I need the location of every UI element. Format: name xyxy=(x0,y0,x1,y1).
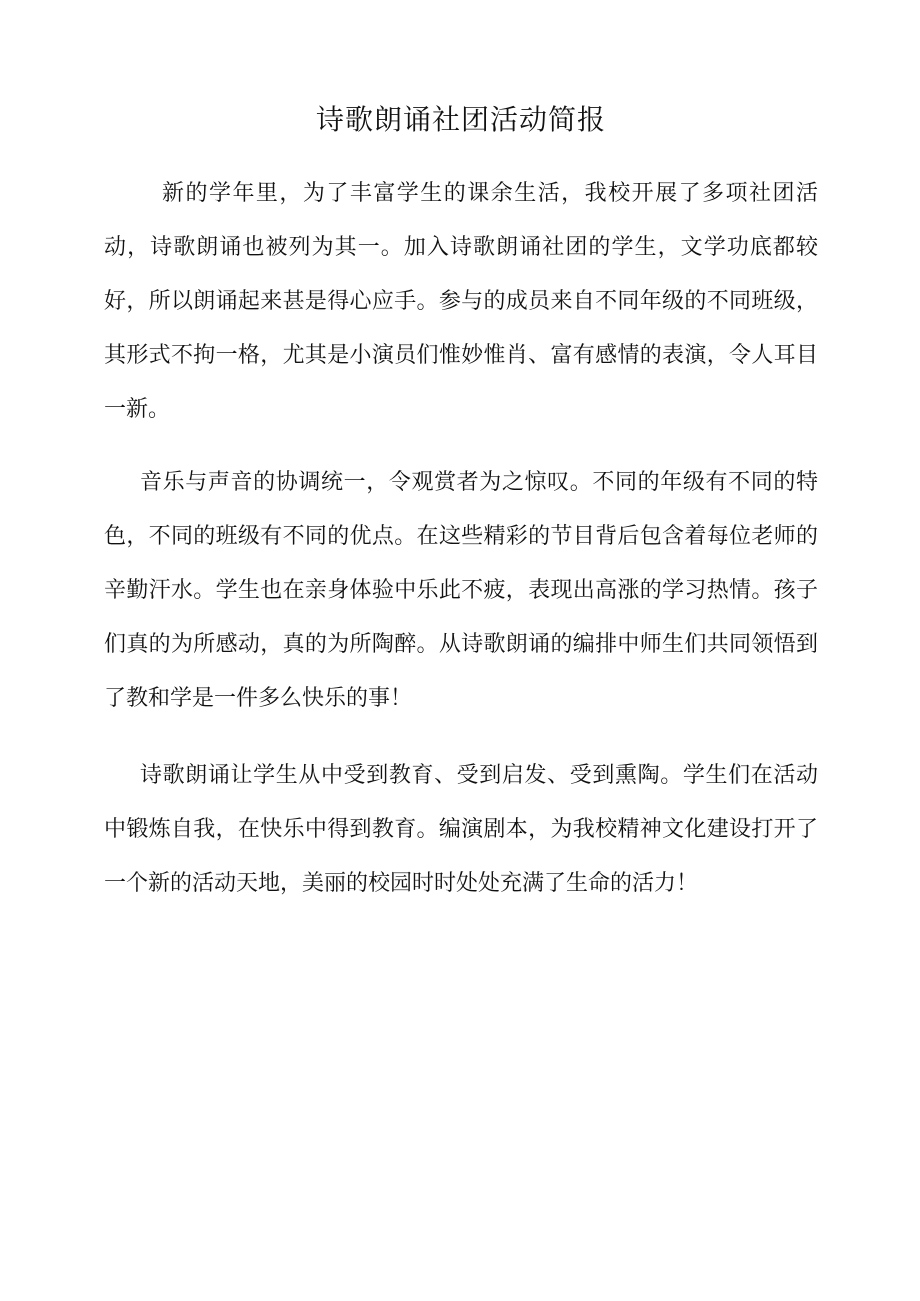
paragraph-3: 诗歌朗诵让学生从中受到教育、受到启发、受到熏陶。学生们在活动中锻炼自我，在快乐中得到教育。编演剧本，为我校精神文化建设打开了一个新的活动天地，美丽的校园时时处处充满了生命的活力！ xyxy=(104,763,818,896)
paragraph-2: 音乐与声音的协调统一，令观赏者为之惊叹。不同的年级有不同的特色，不同的班级有不同的优点。在这些精彩的节目背后包含着每位老师的辛勤汗水。学生也在亲身体验中乐此不疲，表现出高涨的学习热情。孩子们真的为所感动，真的为所陶醉。从诗歌朗诵的编排中师生们共同领悟到了教和学是一件多么快乐的事！ xyxy=(104,470,818,711)
paragraph-1: 新的学年里，为了丰富学生的课余生活，我校开展了多项社团活动，诗歌朗诵也被列为其一。加入诗歌朗诵社团的学生，文学功底都较好，所以朗诵起来甚是得心应手。参与的成员来自不同年级的不同班级，其形式不拘一格，尤其是小演员们惟妙惟肖、富有感情的表演，令人耳目一新。 xyxy=(104,181,818,422)
document-title: 诗歌朗诵社团活动简报 xyxy=(315,103,606,136)
